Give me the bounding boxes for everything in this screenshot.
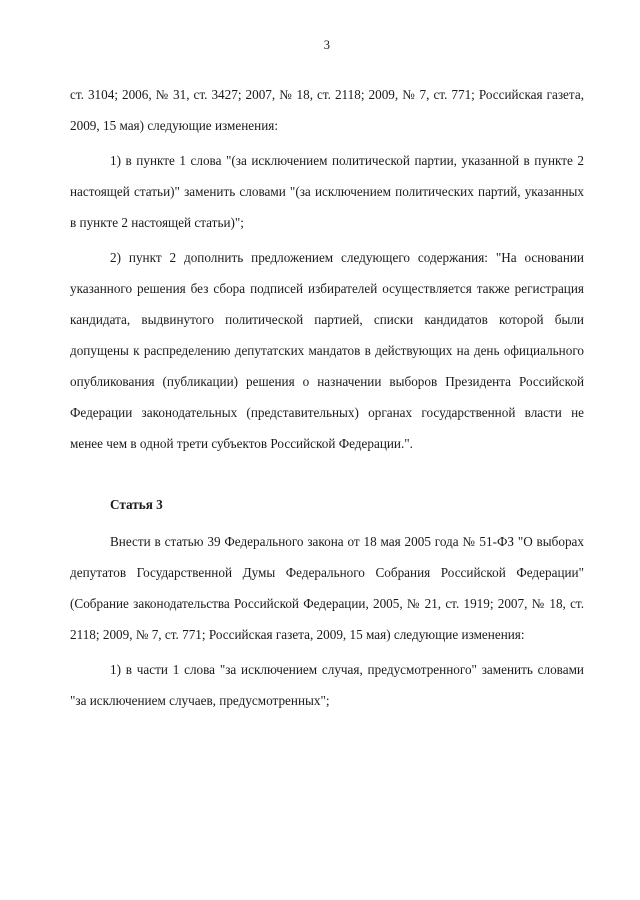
section-gap	[70, 459, 584, 489]
paragraph-article-3-intro: Внести в статью 39 Федерального закона от 18 мая 2005 года № 51-ФЗ "О выборах депутатов Государственной Думы Федерального Собрания Российской Федерации" (Собрание законодательства Российской Федерации, 2005, № 21, ст. 1919; 2007, № 18, ст. 2118; 2009, № 7, ст. 771; Российская газета, 2009, 15 мая) следующие изменения:	[70, 534, 584, 642]
heading-article-3: Статья 3	[110, 497, 163, 512]
paragraph-article-3-item-1: 1) в части 1 слова "за исключением случая, предусмотренного" заменить словами "за исключением случаев, предусмотренных";	[70, 662, 584, 708]
paragraph-item-1: 1) в пункте 1 слова "(за исключением политической партии, указанной в пункте 2 настоящей статьи)" заменить словами "(за исключением политических партий, указанных в пункте 2 настоящей статьи)";	[70, 153, 584, 230]
paragraph-citation-continuation: ст. 3104; 2006, № 31, ст. 3427; 2007, № 18, ст. 2118; 2009, № 7, ст. 771; Российская газета, 2009, 15 мая) следующие изменения:	[70, 87, 584, 133]
page-number: 3	[323, 38, 331, 52]
paragraph-item-2: 2) пункт 2 дополнить предложением следующего содержания: "На основании указанного решения без сбора подписей избирателей осуществляется также регистрация кандидата, выдвинутого политической партией, списки кандидатов которой были допущены к распределению депутатских мандатов в действующих на день официального опубликования (публикации) решения о назначении выборов Президента Российской Федерации законодательных (представительных) органах государственной власти не менее чем в одной трети субъектов Российской Федерации.".	[70, 250, 584, 451]
document-body	[70, 79, 584, 716]
